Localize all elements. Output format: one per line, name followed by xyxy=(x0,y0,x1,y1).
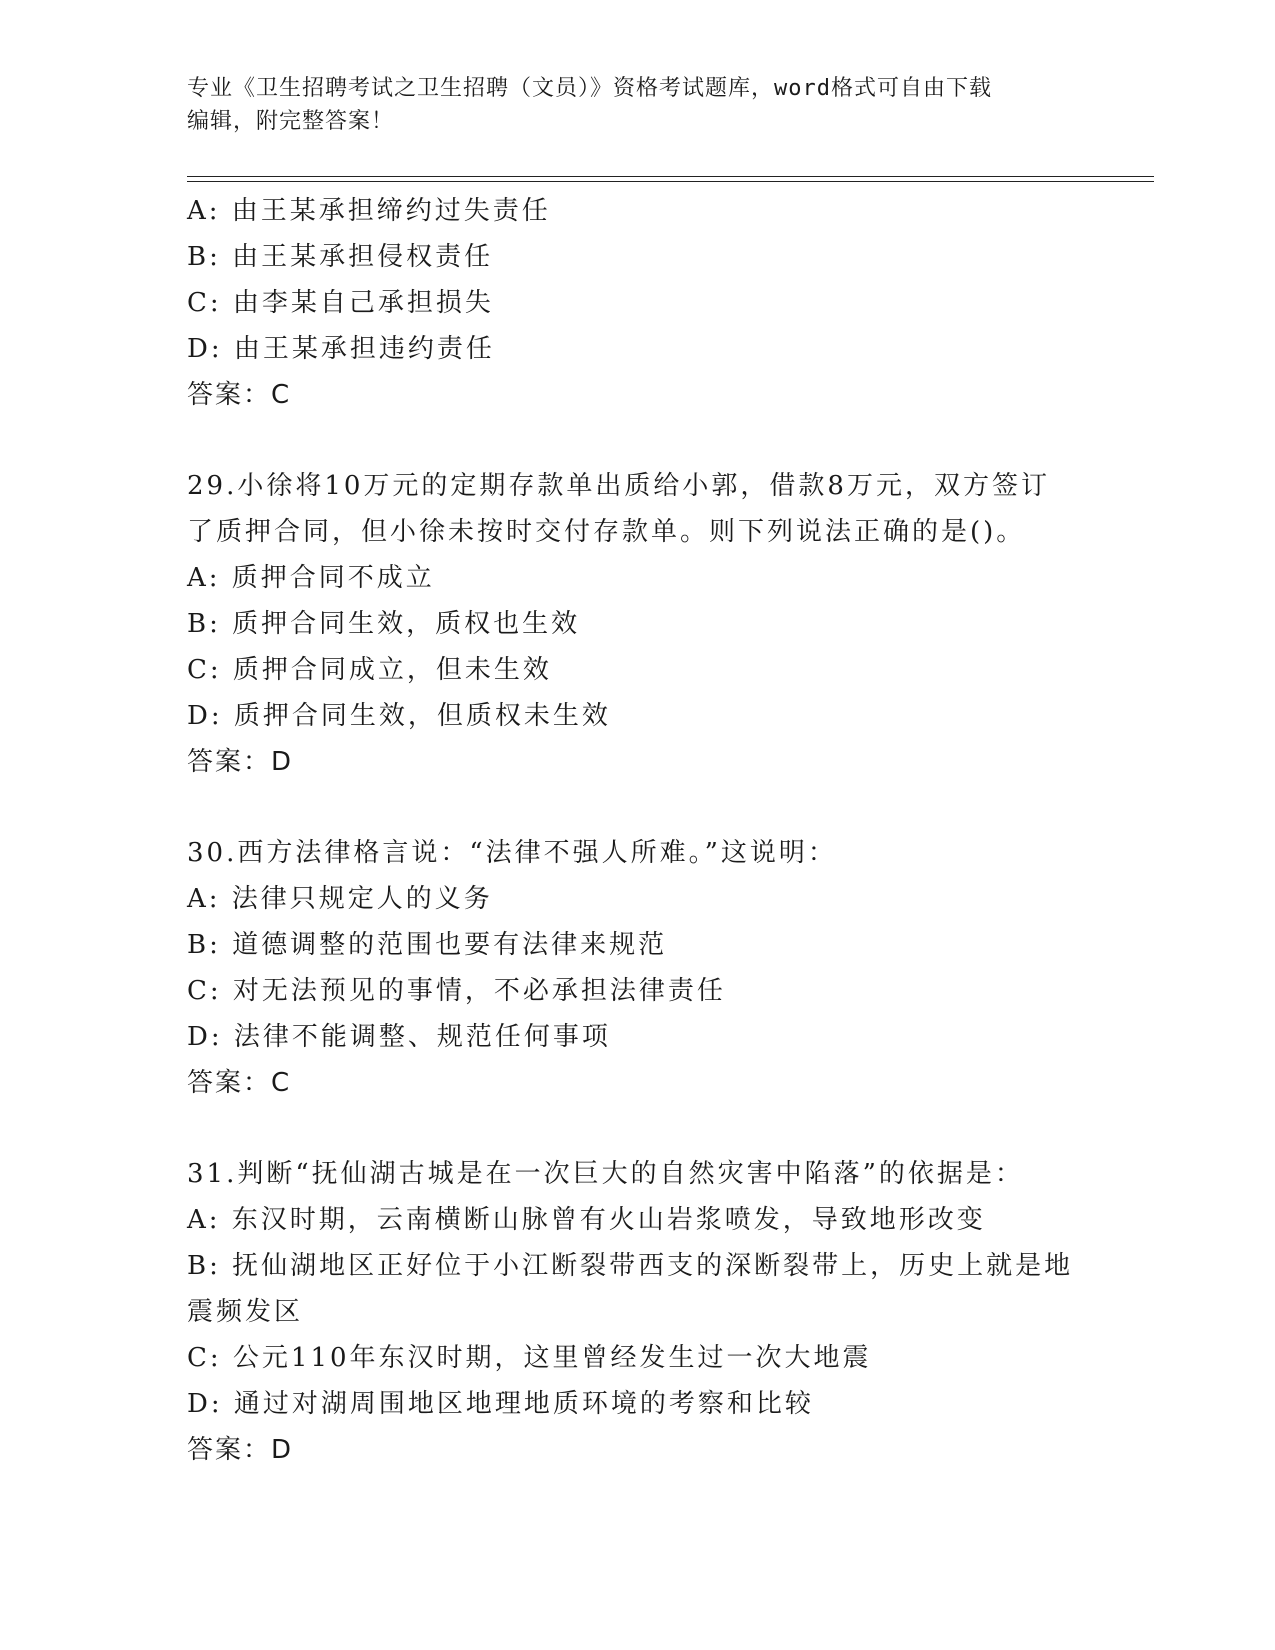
option-a: A: 东汉时期，云南横断山脉曾有火山岩浆喷发，导致地形改变 xyxy=(187,1205,986,1235)
option-d: D: 质押合同生效，但质权未生效 xyxy=(187,701,611,731)
answer-line: 答案：C xyxy=(187,1068,292,1098)
document-body xyxy=(187,188,1087,1473)
option-b: B: 抚仙湖地区正好位于小江断裂带西支的深断裂带上，历史上就是地 xyxy=(187,1251,1074,1281)
option-d: D: 由王某承担违约责任 xyxy=(187,334,495,364)
option-b-continued: 震频发区 xyxy=(187,1297,304,1327)
header-line-1: 专业《卫生招聘考试之卫生招聘（文员）》资格考试题库，word格式可自由下载 xyxy=(187,76,992,101)
option-a: A: 质押合同不成立 xyxy=(187,563,435,593)
answer-line: 答案：C xyxy=(187,380,292,410)
answer-line: 答案：D xyxy=(187,1435,294,1465)
header-line-2: 编辑，附完整答案！ xyxy=(187,109,395,134)
option-c: C: 质押合同成立，但未生效 xyxy=(187,655,552,685)
header-rule-bottom xyxy=(187,181,1154,182)
option-c: C: 公元110年东汉时期，这里曾经发生过一次大地震 xyxy=(187,1343,872,1373)
question-block-30 xyxy=(187,830,1087,1106)
question-stem: 31.判断“抚仙湖古城是在一次巨大的自然灾害中陷落”的依据是： xyxy=(187,1159,1024,1189)
option-c: C: 由李某自己承担损失 xyxy=(187,288,494,318)
option-a: A: 由王某承担缔约过失责任 xyxy=(187,196,551,226)
question-block-29 xyxy=(187,463,1087,785)
answer-line: 答案：D xyxy=(187,747,294,777)
question-stem: 30.西方法律格言说：“法律不强人所难。”这说明： xyxy=(187,838,837,868)
option-b: B: 质押合同生效，质权也生效 xyxy=(187,609,581,639)
option-b: B: 由王某承担侵权责任 xyxy=(187,242,494,272)
spacer xyxy=(187,1106,1087,1151)
question-stem: 29.小徐将10万元的定期存款单出质给小郭，借款8万元，双方签订 xyxy=(187,471,1050,501)
spacer xyxy=(187,785,1087,830)
option-a: A: 法律只规定人的义务 xyxy=(187,884,493,914)
header-rule-top xyxy=(187,176,1154,177)
prev-question-block xyxy=(187,188,1087,418)
option-d: D: 法律不能调整、规范任何事项 xyxy=(187,1022,611,1052)
option-d: D: 通过对湖周围地区地理地质环境的考察和比较 xyxy=(187,1389,814,1419)
option-c: C: 对无法预见的事情，不必承担法律责任 xyxy=(187,976,726,1006)
question-block-31 xyxy=(187,1151,1087,1473)
spacer xyxy=(187,418,1087,463)
document-header xyxy=(187,72,1087,138)
option-b: B: 道德调整的范围也要有法律来规范 xyxy=(187,930,668,960)
question-stem: 了质押合同，但小徐未按时交付存款单。则下列说法正确的是()。 xyxy=(187,517,1026,547)
